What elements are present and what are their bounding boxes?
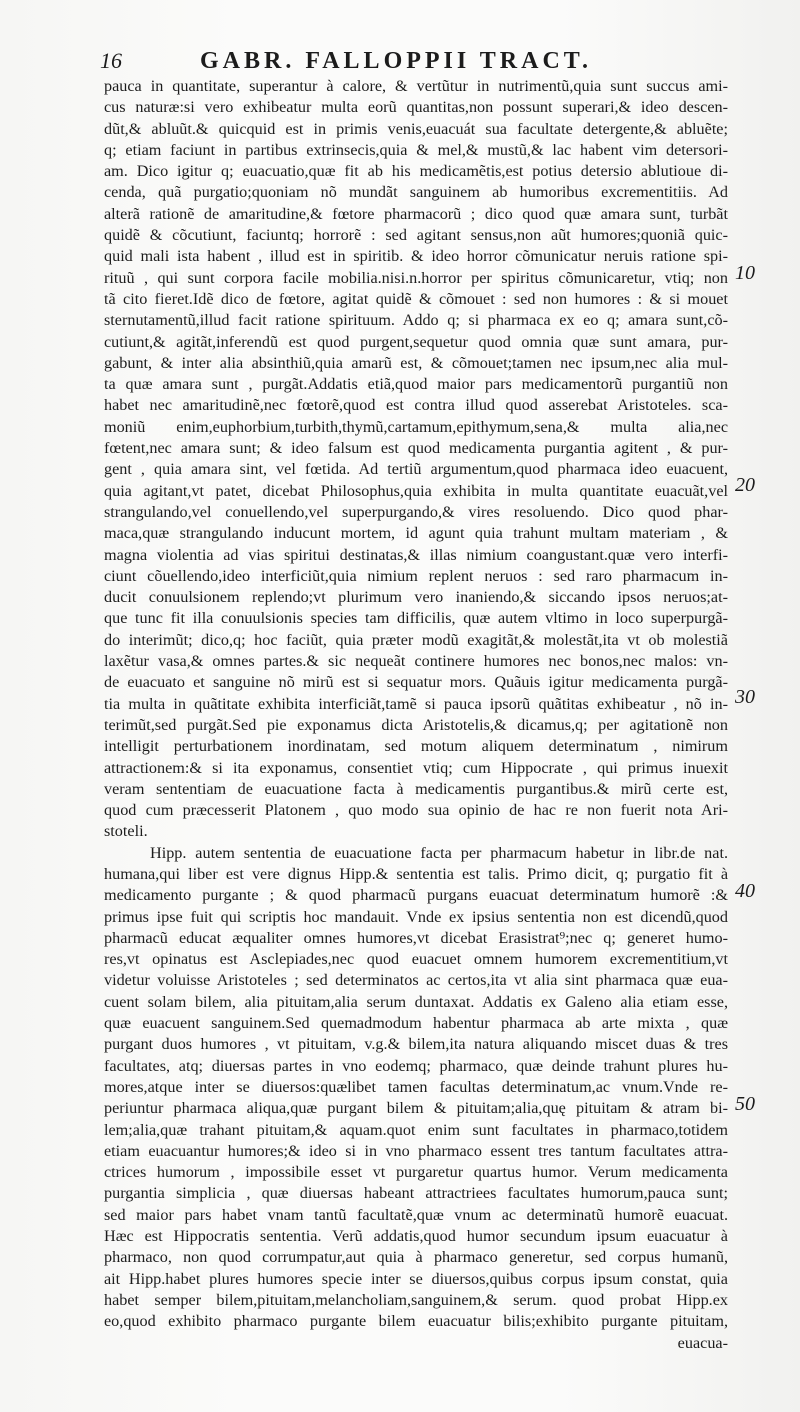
text-line: cuent solam bilem, alia pituitam,alia serum duntaxat. Addatis ex Galeno alia etiam esse, bbox=[104, 992, 728, 1011]
text-line: ta quæ amara sunt , purgãt.Addatis etiã,quod maior pars medicamentorũ purgantiũ non bbox=[104, 375, 728, 394]
text-line: fœtent,nec amara sunt; & ideo falsum est quod medicamenta purgantia agitent , & pur- bbox=[104, 439, 728, 458]
text-line: quia agitant,vt patet, dicebat Philosophus,quia exhibita in multa quantitate euacuãt,vel bbox=[104, 481, 728, 500]
text-line: cenda, quã purgatio;quoniam nõ mundãt sanguinem ab humoribus excrementitiis. Ad bbox=[104, 183, 728, 202]
text-line: pharmacũ educat æqualiter omnes humores,vt dicebat Erasistrat⁹;nec q; generet humo- bbox=[104, 928, 728, 947]
text-line: lem;alia,quæ trahant pituitam,& aquam.quot enim sunt facultates in pharmaco,totidem bbox=[104, 1120, 728, 1139]
text-line: ait Hipp.habet plures humores specie inter se diuersos,quibus corpus ipsum constat, quia bbox=[104, 1269, 728, 1288]
margin-line-number: 50 bbox=[735, 1093, 755, 1115]
text-line: etiam euacuantur humores;& ideo si in vno pharmaco essent tres tantum facultates attra- bbox=[104, 1141, 728, 1160]
text-line: purgant duos humores , vt pituitam, v.g.& bilem,ita natura aliquando miscet duas & tres bbox=[104, 1035, 728, 1054]
text-line: quid mali ista habent , illud est in spiritib. & ideo horror cõmunicatur neruis ratione spi- bbox=[104, 247, 728, 266]
text-line: de euacuato et sanguine nõ mirũ est si sequatur mors. Quãuis igitur medicamenta purgã- bbox=[104, 673, 728, 692]
text-line: quidẽ & cõcutiunt, faciuntq; horrorẽ : sed agitant sensus,non aũt humores;quoniã quic- bbox=[104, 226, 728, 245]
margin-line-number: 20 bbox=[735, 474, 755, 496]
text-line: cutiunt,& agitãt,inferendũ est quod purgent,sequetur quod omnia quæ sunt amara, pur- bbox=[104, 332, 728, 351]
text-line: primus ipse fuit qui scriptis hoc mandauit. Vnde ex ipsius sententia non est dicendũ,quod bbox=[104, 907, 728, 926]
text-line: strangulando,vel conuellendo,vel superpurgando,& vires resoluendo. Dico quod phar- bbox=[104, 502, 728, 521]
text-line: Hæc est Hippocratis sententia. Verũ addatis,quod humor secundum ipsum euacuatur à bbox=[104, 1227, 728, 1246]
text-line: maca,quæ strangulando inducunt mortem, id agunt quia trahunt multam materiam , & bbox=[104, 524, 728, 543]
text-line: que tunc fit illa conuulsionis species tam difficilis, quæ autem vltimo in loco superpurgã- bbox=[104, 609, 728, 628]
text-line: intelligit perturbationem inordinatam, sed motum aliquem determinatum , nimirum bbox=[104, 737, 728, 756]
text-line: attractionem:& si ita exponamus, consentiet vtiq; cum Hippocrate , qui primus inuexit bbox=[104, 758, 728, 777]
text-line: humana,qui liber est vere dignus Hipp.& sententia est talis. Primo dicit, q; purgatio fit à bbox=[104, 864, 728, 883]
margin-line-number: 40 bbox=[735, 880, 755, 902]
text-line: veram sententiam de euacuatione facta à medicamentis purgantibus.& mirũ certe est, bbox=[104, 779, 728, 798]
margin-line-number: 30 bbox=[735, 686, 755, 708]
text-line: gent , quia amara sint, vel fœtida. Ad tertiũ argumentum,quod pharmaca ideo euacuent, bbox=[104, 460, 728, 479]
text-line: purgantia simplicia , quæ diuersas habeant attractriees facultates humorum,pauca sunt; bbox=[104, 1184, 728, 1203]
text-line: sed maior pars habet vnam tantũ facultatẽ,quæ vnum ac determinatũ humorẽ euacuat. bbox=[104, 1205, 728, 1224]
body-text bbox=[104, 76, 728, 1354]
text-line: tã cito fieret.Idẽ dico de fœtore, agitat quidẽ & cõmouet : sed non humores : & si mouet bbox=[104, 289, 728, 308]
catchword: euacua- bbox=[677, 1333, 728, 1352]
text-line: sternutamentũ,illud facit ratione spirituum. Addo q; si pharmaca ex eo q; amara sunt,cõ- bbox=[104, 311, 728, 330]
page-header bbox=[100, 46, 690, 76]
text-line: stoteli. bbox=[104, 822, 148, 841]
text-line: quod cum præcesserit Platonem , quo modo sua opinio de hac re non fuerit nota Ari- bbox=[104, 801, 728, 820]
text-line: rituũ , qui sunt corpora facile mobilia.nisi.n.horror per spiritus cõmunicaretur, vtiq; non bbox=[104, 268, 728, 287]
text-line: habet nec amaritudinẽ,nec fœtorẽ,quod est contra illud quod asserebat Aristoteles. sca- bbox=[104, 396, 728, 415]
text-line: moniũ enim,euphorbium,turbith,thymũ,cartamum,epithymum,sena,& multa alia,nec bbox=[104, 417, 728, 436]
text-line: ciunt cõuellendo,ideo interficiũt,quia nimium replent neruos : sed raro pharmacum in- bbox=[104, 566, 728, 585]
text-line: quæ euacuent sanguinem.Sed quemadmodum habentur pharmaca ab arte mixta , quæ bbox=[104, 1014, 728, 1033]
text-line: medicamento purgante ; & quod pharmacũ purgans euacuat determinatum humorẽ :& bbox=[104, 886, 728, 905]
text-line: magna violentia ad vias spiritui destinatas,& illas nimium coangustant.quæ vero interfi- bbox=[104, 545, 728, 564]
text-line: habet semper bilem,pituitam,melancholiam,sanguinem,& serum. quod probat Hipp.ex bbox=[104, 1290, 728, 1309]
text-line: do interimũt; dico,q; hoc faciũt, quia præter modũ exagitãt,& molestãt,ita vt ob molestiã bbox=[104, 630, 728, 649]
page-number: 16 bbox=[100, 48, 122, 73]
text-line: q; etiam faciunt in partibus extrinsecis,quia & mel,& mustũ,& lac habent vim detersori- bbox=[104, 140, 728, 159]
text-line: res,vt opinatus est Asclepiades,nec quod euacuet omnem humorem excrementitium,vt bbox=[104, 950, 728, 969]
text-line: Hipp. autem sententia de euacuatione facta per pharmacum habetur in libr.de nat. bbox=[150, 843, 728, 862]
text-line: alterã rationẽ de amaritudine,& fœtore pharmacorũ ; dico quod quæ amara sunt, turbãt bbox=[104, 204, 728, 223]
text-line: mores,atque inter se diuersos:quælibet tamen facultas determinatum,ac vnum.Vnde re- bbox=[104, 1077, 728, 1096]
text-line: am. Dico igitur q; euacuatio,quæ fit ab his medicamẽtis,est potius detersio ablutioue di- bbox=[104, 162, 728, 181]
text-line: periuntur pharmaca aliqua,quæ purgant bilem & pituitam;alia,quę pituitam & atram bi- bbox=[104, 1099, 728, 1118]
text-line: pharmaco, non quod corrumpatur,aut quia à pharmaco generetur, sed corpus humanũ, bbox=[104, 1248, 728, 1267]
text-line: videtur voluisse Aristoteles ; sed determinatos ac certos,ita vt alia sint pharmaca quæ eua- bbox=[104, 971, 728, 990]
text-line: gabunt, & inter alia absinthiũ,quia amarũ est, & cõmouet;tamen nec ipsum,nec alia mul- bbox=[104, 353, 728, 372]
margin-line-number: 10 bbox=[735, 262, 755, 284]
text-line: ctrices humorum , impossibile esset vt purgaretur quartus humor. Verum medicamenta bbox=[104, 1163, 728, 1182]
text-line: ducit conuulsionem replendo;vt plurimum vero inaniendo,& siccando ipsos neruos;at- bbox=[104, 588, 728, 607]
text-line: dũt,& abluũt.& quicquid est in primis venis,euacuát sua facultate detergente,& abluẽte; bbox=[104, 119, 728, 138]
text-line: cus naturæ:si vero exhibeatur multa eorũ quantitas,non possunt superari,& ideo descen- bbox=[104, 98, 728, 117]
text-line: facultates, atq; diuersas partes in vno eodemq; pharmaco, quæ deinde trahunt plures hu- bbox=[104, 1056, 728, 1075]
text-line: eo,quod exhibito pharmaco purgante bilem euacuatur bilis;exhibito purgante pituitam, bbox=[104, 1312, 728, 1331]
text-line: laxẽtur vasa,& omnes partes.& sic nequeãt continere humores nec bonos,nec malos: vn- bbox=[104, 652, 728, 671]
text-line: pauca in quantitate, superantur à calore, & vertũtur in nutrimentũ,quia sunt succus ami- bbox=[104, 77, 728, 95]
text-line: tia multa in quãtitate exhibita interficiãt,tamẽ si pauca ipsorũ quãtitas exhibeatur , nõ in- bbox=[104, 694, 728, 713]
text-line: terimũt,sed purgãt.Sed pie exponamus dicta Aristotelis,& dicamus,q; per agitationẽ non bbox=[104, 715, 728, 734]
running-head: GABR. FALLOPPII TRACT. bbox=[200, 48, 593, 74]
